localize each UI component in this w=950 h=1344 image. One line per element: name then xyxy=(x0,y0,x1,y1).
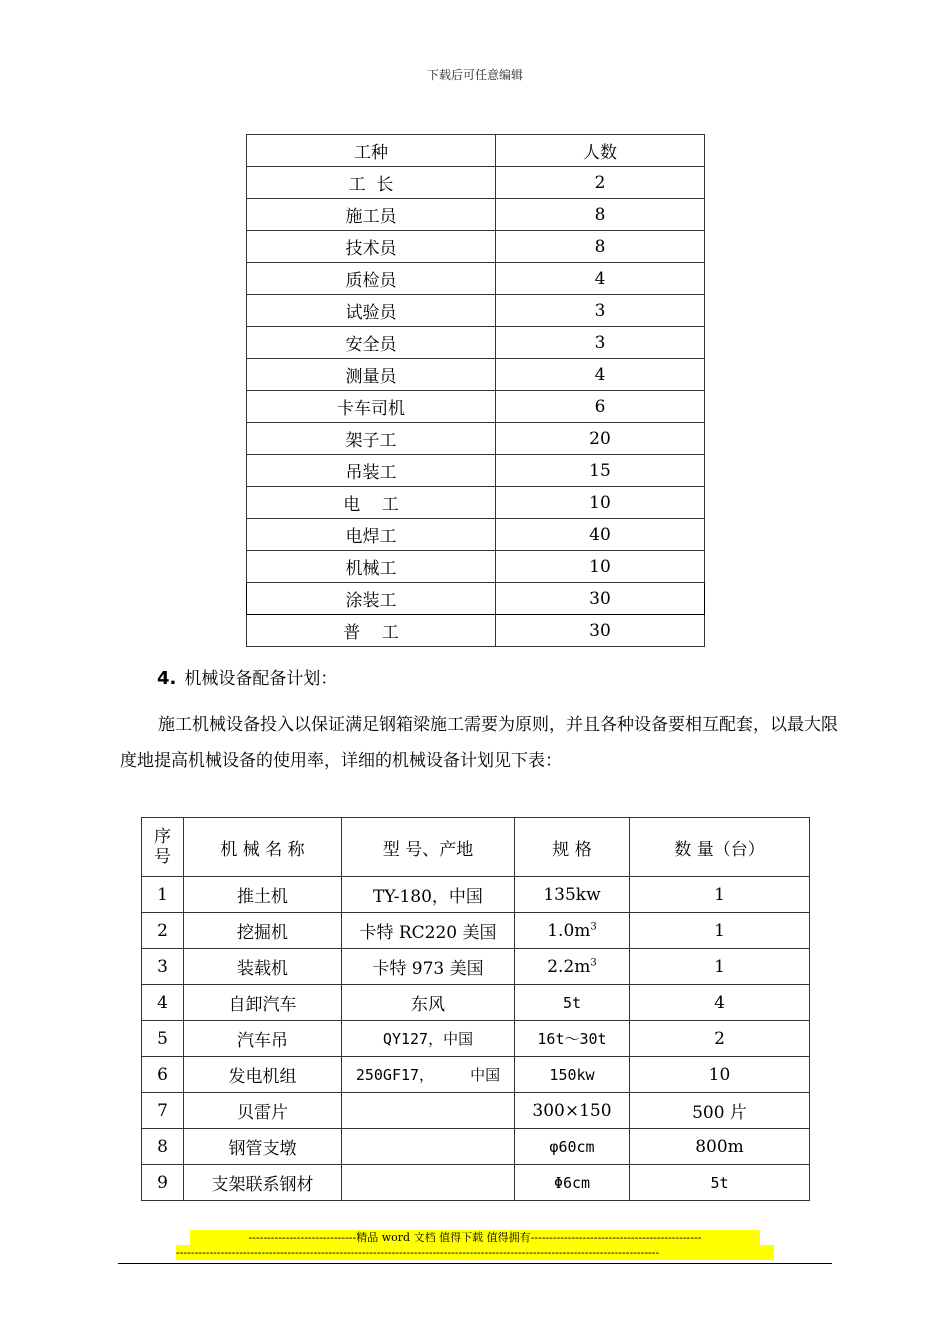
table-row xyxy=(247,263,705,295)
section-heading xyxy=(157,664,337,689)
spec-cell xyxy=(515,1021,630,1057)
spec-cell xyxy=(515,1057,630,1093)
table-row xyxy=(142,985,810,1021)
spec-text: 1.0m xyxy=(547,920,591,941)
model-cell xyxy=(342,1093,515,1129)
number-cell: 4 xyxy=(142,985,184,1021)
footer-banner-line-1: -----------------------------精品 word 文档 值得下载 值得拥有---------------------------------------------- xyxy=(190,1230,760,1245)
column-header-machine-name: 机 械 名 称 xyxy=(184,818,342,877)
column-header-trade: 工种 xyxy=(247,135,496,167)
equipment-table-header-row xyxy=(142,818,810,877)
count-cell: 30 xyxy=(496,583,705,615)
count-cell: 4 xyxy=(496,359,705,391)
machine-name-cell: 钢管支墩 xyxy=(184,1129,342,1165)
count-cell: 10 xyxy=(496,551,705,583)
number-cell: 2 xyxy=(142,913,184,949)
spec-cell xyxy=(515,877,630,913)
column-header-count: 人数 xyxy=(496,135,705,167)
spec-superscript: 3 xyxy=(590,920,597,932)
machine-name-cell: 推土机 xyxy=(184,877,342,913)
table-row xyxy=(142,1165,810,1201)
count-cell: 15 xyxy=(496,455,705,487)
equipment-table xyxy=(141,817,810,1201)
quantity-cell: 10 xyxy=(630,1057,810,1093)
table-row xyxy=(247,455,705,487)
model-cell: QY127，中国 xyxy=(342,1021,515,1057)
quantity-cell: 800m xyxy=(630,1129,810,1165)
staff-table xyxy=(246,134,705,647)
table-row xyxy=(142,1057,810,1093)
count-cell: 3 xyxy=(496,327,705,359)
table-row xyxy=(247,551,705,583)
model-cell: 250GF17， 中国 xyxy=(342,1057,515,1093)
model-cell: 卡特 973 美国 xyxy=(342,949,515,985)
machine-name-cell: 自卸汽车 xyxy=(184,985,342,1021)
trade-cell: 涂装工 xyxy=(247,583,496,615)
machine-name-cell: 装载机 xyxy=(184,949,342,985)
table-row xyxy=(142,913,810,949)
column-header-quantity: 数 量（台） xyxy=(630,818,810,877)
trade-cell: 架子工 xyxy=(247,423,496,455)
number-cell: 5 xyxy=(142,1021,184,1057)
model-cell: 卡特 RC220 美国 xyxy=(342,913,515,949)
quantity-cell: 500 片 xyxy=(630,1093,810,1129)
trade-cell: 试验员 xyxy=(247,295,496,327)
column-header-model-origin: 型 号、产地 xyxy=(342,818,515,877)
trade-cell: 电焊工 xyxy=(247,519,496,551)
count-cell: 10 xyxy=(496,487,705,519)
trade-cell: 卡车司机 xyxy=(247,391,496,423)
trade-cell: 电 工 xyxy=(247,487,496,519)
spec-text: Φ6cm xyxy=(553,1173,591,1192)
table-row xyxy=(247,615,705,647)
table-row xyxy=(247,519,705,551)
spec-text: 150kw xyxy=(549,1065,595,1084)
table-row xyxy=(142,1129,810,1165)
spec-cell xyxy=(515,913,630,949)
spec-cell xyxy=(515,1165,630,1201)
footer-banner-line-2: ---------------------------------------------------------------------------------------------------------------------------------- xyxy=(176,1245,774,1260)
count-cell: 3 xyxy=(496,295,705,327)
number-cell: 8 xyxy=(142,1129,184,1165)
body-paragraph: 施工机械设备投入以保证满足钢箱梁施工需要为原则，并且各种设备要相互配套，以最大限度地提高机械设备的使用率，详细的机械设备计划见下表： xyxy=(120,715,838,771)
staff-table-header-row xyxy=(247,135,705,167)
section-number: 4. xyxy=(157,668,177,689)
spec-cell xyxy=(515,949,630,985)
count-cell: 30 xyxy=(496,615,705,647)
quantity-cell: 1 xyxy=(630,877,810,913)
column-header-number xyxy=(142,818,184,877)
count-cell: 40 xyxy=(496,519,705,551)
count-cell: 8 xyxy=(496,199,705,231)
table-row xyxy=(142,949,810,985)
machine-name-cell: 发电机组 xyxy=(184,1057,342,1093)
table-row xyxy=(247,391,705,423)
count-cell: 8 xyxy=(496,231,705,263)
quantity-cell: 5t xyxy=(630,1165,810,1201)
header-number-text: 序号 xyxy=(154,827,171,867)
number-cell: 1 xyxy=(142,877,184,913)
machine-name-cell: 汽车吊 xyxy=(184,1021,342,1057)
section-title: 机械设备配备计划： xyxy=(184,669,338,689)
number-cell: 3 xyxy=(142,949,184,985)
spec-cell xyxy=(515,1129,630,1165)
table-row xyxy=(247,167,705,199)
quantity-cell: 1 xyxy=(630,913,810,949)
count-cell: 4 xyxy=(496,263,705,295)
table-row xyxy=(247,231,705,263)
trade-cell: 测量员 xyxy=(247,359,496,391)
trade-cell: 技术员 xyxy=(247,231,496,263)
table-row xyxy=(247,423,705,455)
table-row xyxy=(247,583,705,615)
table-row xyxy=(142,877,810,913)
spec-text: 300×150 xyxy=(532,1100,612,1121)
trade-cell: 机械工 xyxy=(247,551,496,583)
spec-cell xyxy=(515,1093,630,1129)
quantity-cell: 4 xyxy=(630,985,810,1021)
table-row xyxy=(247,487,705,519)
quantity-cell: 1 xyxy=(630,949,810,985)
number-cell: 9 xyxy=(142,1165,184,1201)
model-cell xyxy=(342,1129,515,1165)
machine-name-cell: 支架联系钢材 xyxy=(184,1165,342,1201)
table-row xyxy=(247,199,705,231)
trade-cell: 质检员 xyxy=(247,263,496,295)
quantity-cell: 2 xyxy=(630,1021,810,1057)
page-header: 下载后可任意编辑 xyxy=(426,68,523,82)
model-cell xyxy=(342,1165,515,1201)
model-cell: TY-180，中国 xyxy=(342,877,515,913)
table-row xyxy=(247,295,705,327)
machine-name-cell: 挖掘机 xyxy=(184,913,342,949)
table-row xyxy=(247,327,705,359)
machine-name-cell: 贝雷片 xyxy=(184,1093,342,1129)
trade-cell: 施工员 xyxy=(247,199,496,231)
table-row xyxy=(247,359,705,391)
trade-cell: 工 长 xyxy=(247,167,496,199)
spec-text: φ60cm xyxy=(549,1137,595,1156)
count-cell: 6 xyxy=(496,391,705,423)
column-header-spec: 规 格 xyxy=(515,818,630,877)
table-row xyxy=(142,1093,810,1129)
model-cell: 东风 xyxy=(342,985,515,1021)
spec-text: 5t xyxy=(562,993,582,1012)
table-row xyxy=(142,1021,810,1057)
number-cell: 6 xyxy=(142,1057,184,1093)
count-cell: 20 xyxy=(496,423,705,455)
spec-text: 135kw xyxy=(543,884,601,905)
spec-cell xyxy=(515,985,630,1021)
count-cell: 2 xyxy=(496,167,705,199)
spec-text: 16t～30t xyxy=(537,1030,607,1048)
number-cell: 7 xyxy=(142,1093,184,1129)
spec-superscript: 3 xyxy=(590,956,597,968)
trade-cell: 吊装工 xyxy=(247,455,496,487)
spec-text: 2.2m xyxy=(547,956,591,977)
trade-cell: 普 工 xyxy=(247,615,496,647)
footer-rule xyxy=(118,1263,832,1264)
trade-cell: 安全员 xyxy=(247,327,496,359)
